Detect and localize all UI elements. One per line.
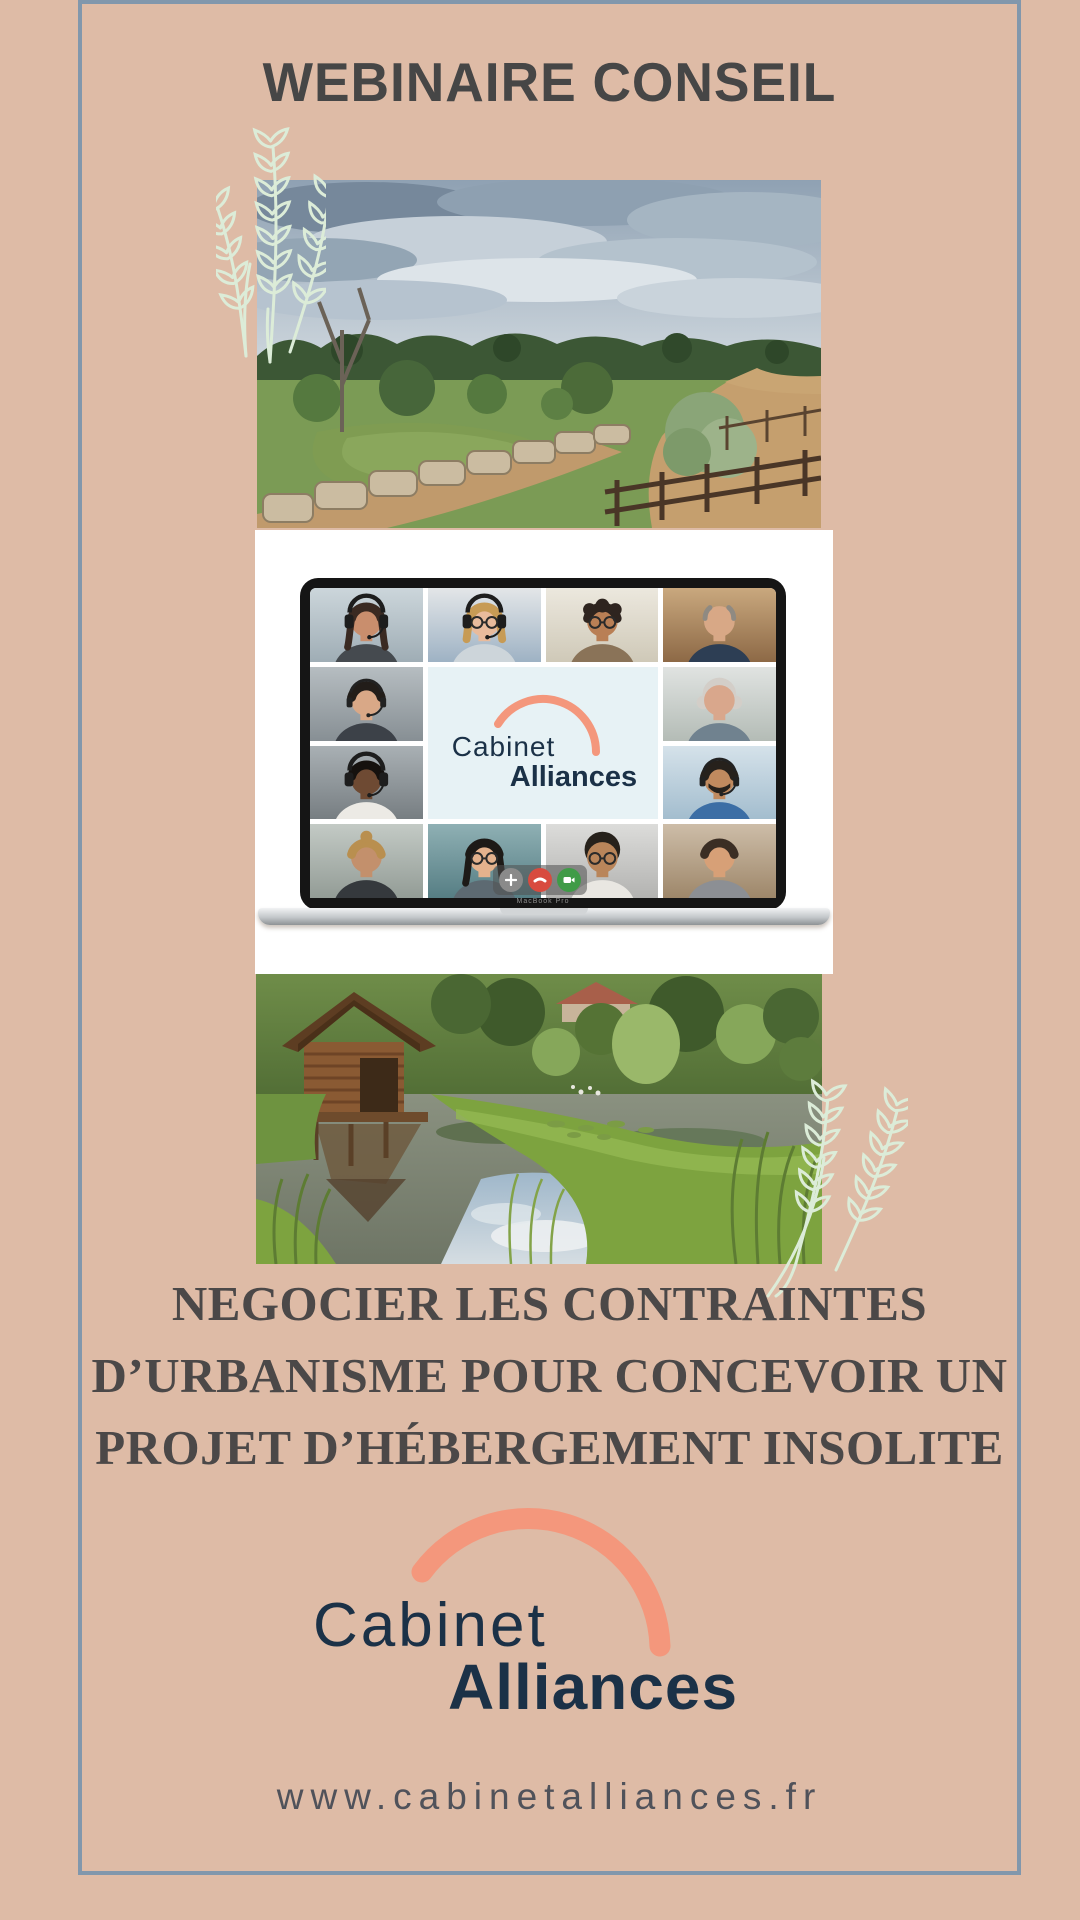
participant-tile	[663, 588, 776, 662]
page-title: WEBINAIRE CONSEIL	[262, 51, 837, 113]
macbook-label: MacBook Pro	[516, 898, 570, 905]
participant-tile	[663, 667, 776, 741]
end-call-icon	[528, 868, 552, 892]
participant-tile	[663, 746, 776, 820]
headline-line-1: NEGOCIER LES CONTRAINTES	[171, 1276, 928, 1331]
lavender-sketch-top-icon	[216, 104, 326, 372]
website-url: www.cabinetalliances.fr	[276, 1776, 823, 1817]
participant-tile	[310, 824, 423, 898]
participant-tile	[310, 667, 423, 741]
brand-word-cabinet: Cabinet	[313, 1591, 548, 1660]
brand-word-cabinet: Cabinet	[451, 730, 556, 762]
webinar-headline	[78, 1268, 1021, 1484]
lavender-sketch-bottom-icon	[758, 1038, 908, 1300]
headline-line-2: D’URBANISME POUR CONCEVOIR UN	[91, 1348, 1008, 1403]
participant-tile	[546, 588, 659, 662]
videocall-logo-panel	[428, 667, 659, 820]
brand-word-alliances: Alliances	[509, 760, 638, 793]
participant-tile	[310, 588, 423, 662]
brand-word-alliances: Alliances	[448, 1651, 739, 1723]
add-participant-icon	[499, 868, 523, 892]
laptop-screen-videocall	[310, 588, 776, 898]
call-controls-bar	[493, 865, 587, 895]
participant-tile	[428, 588, 541, 662]
headline-line-3: PROJET D’HÉBERGEMENT INSOLITE	[95, 1420, 1004, 1475]
cabin-pond-photo	[256, 974, 822, 1264]
participant-tile	[310, 746, 423, 820]
park-pond-aerial-photo	[257, 180, 821, 528]
participant-tile	[663, 824, 776, 898]
laptop-base-notch	[500, 908, 588, 915]
camera-icon	[557, 868, 581, 892]
